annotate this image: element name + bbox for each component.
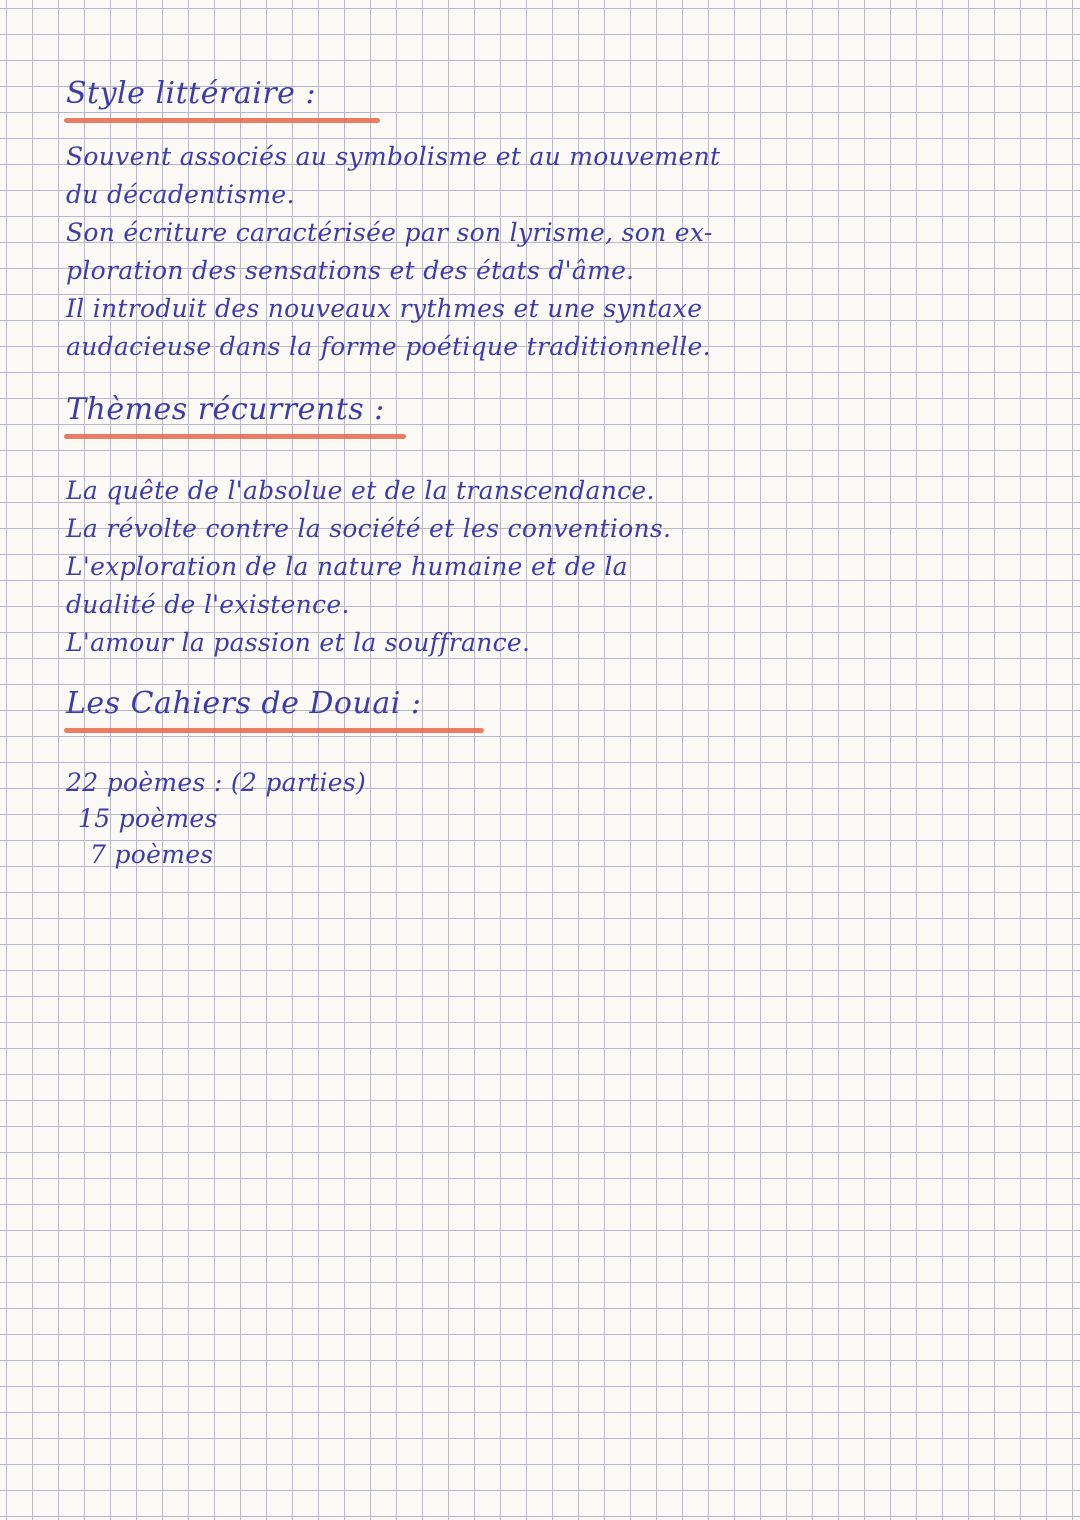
- note-line: Souvent associés au symbolisme et au mouvement: [66, 142, 721, 171]
- note-line: du décadentisme.: [66, 180, 295, 209]
- note-line: L'amour la passion et la souffrance.: [66, 628, 531, 657]
- note-line: 15 poèmes: [78, 804, 218, 833]
- note-line: La révolte contre la société et les conventions.: [66, 514, 672, 543]
- heading-highlight: [64, 118, 380, 123]
- section-heading: Style littéraire :: [66, 76, 317, 111]
- note-line: dualité de l'existence.: [66, 590, 350, 619]
- note-line: L'exploration de la nature humaine et de la: [66, 552, 628, 581]
- heading-highlight: [64, 728, 484, 733]
- heading-highlight: [64, 434, 406, 439]
- note-line: audacieuse dans la forme poétique traditionnelle.: [66, 332, 711, 361]
- note-line: ploration des sensations et des états d'âme.: [66, 256, 635, 285]
- note-line: La quête de l'absolue et de la transcendance.: [66, 476, 655, 505]
- section-heading: Thèmes récurrents :: [66, 392, 385, 427]
- section-heading: Les Cahiers de Douai :: [66, 686, 422, 721]
- note-line: Il introduit des nouveaux rythmes et une syntaxe: [66, 294, 703, 323]
- note-line: 22 poèmes : (2 parties): [66, 768, 367, 797]
- note-line: Son écriture caractérisée par son lyrisme, son ex-: [66, 218, 713, 247]
- note-line: 7 poèmes: [90, 840, 214, 869]
